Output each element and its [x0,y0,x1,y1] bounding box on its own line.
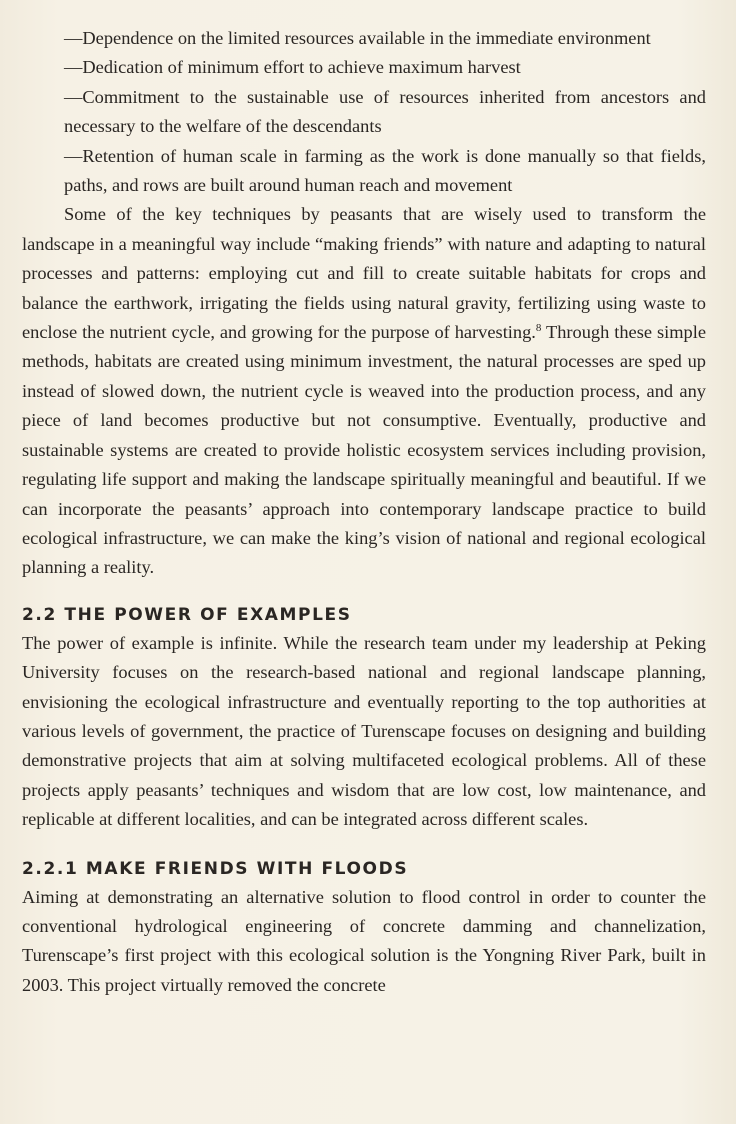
footnote-marker: 8 [535,321,542,334]
section-heading-make-friends-with-floods: 2.2.1 MAKE FRIENDS WITH FLOODS [22,858,409,879]
list-item-retention: —Retention of human scale in farming as the work is done manually so that fields, paths, and rows are built around human reach and movement [64,145,706,196]
section-heading-power-of-examples: 2.2 THE POWER OF EXAMPLES [22,604,352,625]
page-content [22,24,706,1000]
paragraph-peasant-techniques [22,200,706,582]
list-item-dedication: —Dedication of minimum effort to achieve maximum harvest [64,57,521,78]
paragraph-text-part-1: Some of the key techniques by peasants that are wisely used to transform the landscape in a meaningful way include “making friends” with nature and adapting to natural processes and patterns: employing cut and fill to create suitable habitats for crops and balance the earthwork, irrigating the fields using natural gravity, fertilizing using waste to enclose the nutrient cycle, and growing for the purpose of harvesting. [22,204,706,343]
list-item-dependence: —Dependence on the limited resources available in the immediate environment [64,28,651,48]
paragraph-power-of-examples: The power of example is infinite. While the research team under my leadership at Peking University focuses on the research-based national and regional landscape planning, envisioning the ecological infrastructure and eventually reporting to the top authorities at various levels of government, the practice of Turenscape focuses on designing and building demonstrative projects that aim at solving multifaceted ecological problems. All of these projects apply peasants’ techniques and wisdom that are low cost, low maintenance, and replicable at different localities, and can be integrated across different scales. [22,632,706,830]
paragraph-text-part-2: Through these simple methods, habitats are created using minimum investment, the natural processes are sped up instead of slowed down, the nutrient cycle is weaved into the production process, and any piece of land becomes productive but not consumptive. Eventually, productive and sustainable systems are created to provide holistic ecosystem services including provision, regulating life support and making the landscape spiritually meaningful and beautiful. If we can incorporate the peasants’ approach into contemporary landscape practice to build ecological infrastructure, we can make the king’s vision of national and regional ecological planning a reality. [22,322,706,578]
list-item-commitment: —Commitment to the sustainable use of resources inherited from ancestors and necessary to the welfare of the descendants [64,86,706,137]
paragraph-make-friends-with-floods: Aiming at demonstrating an alternative solution to flood control in order to counter the conventional hydrological engineering of concrete damming and channelization, Turenscape’s first project with this ecological solution is the Yongning River Park, built in 2003. This project virtually removed the concrete [22,886,706,995]
